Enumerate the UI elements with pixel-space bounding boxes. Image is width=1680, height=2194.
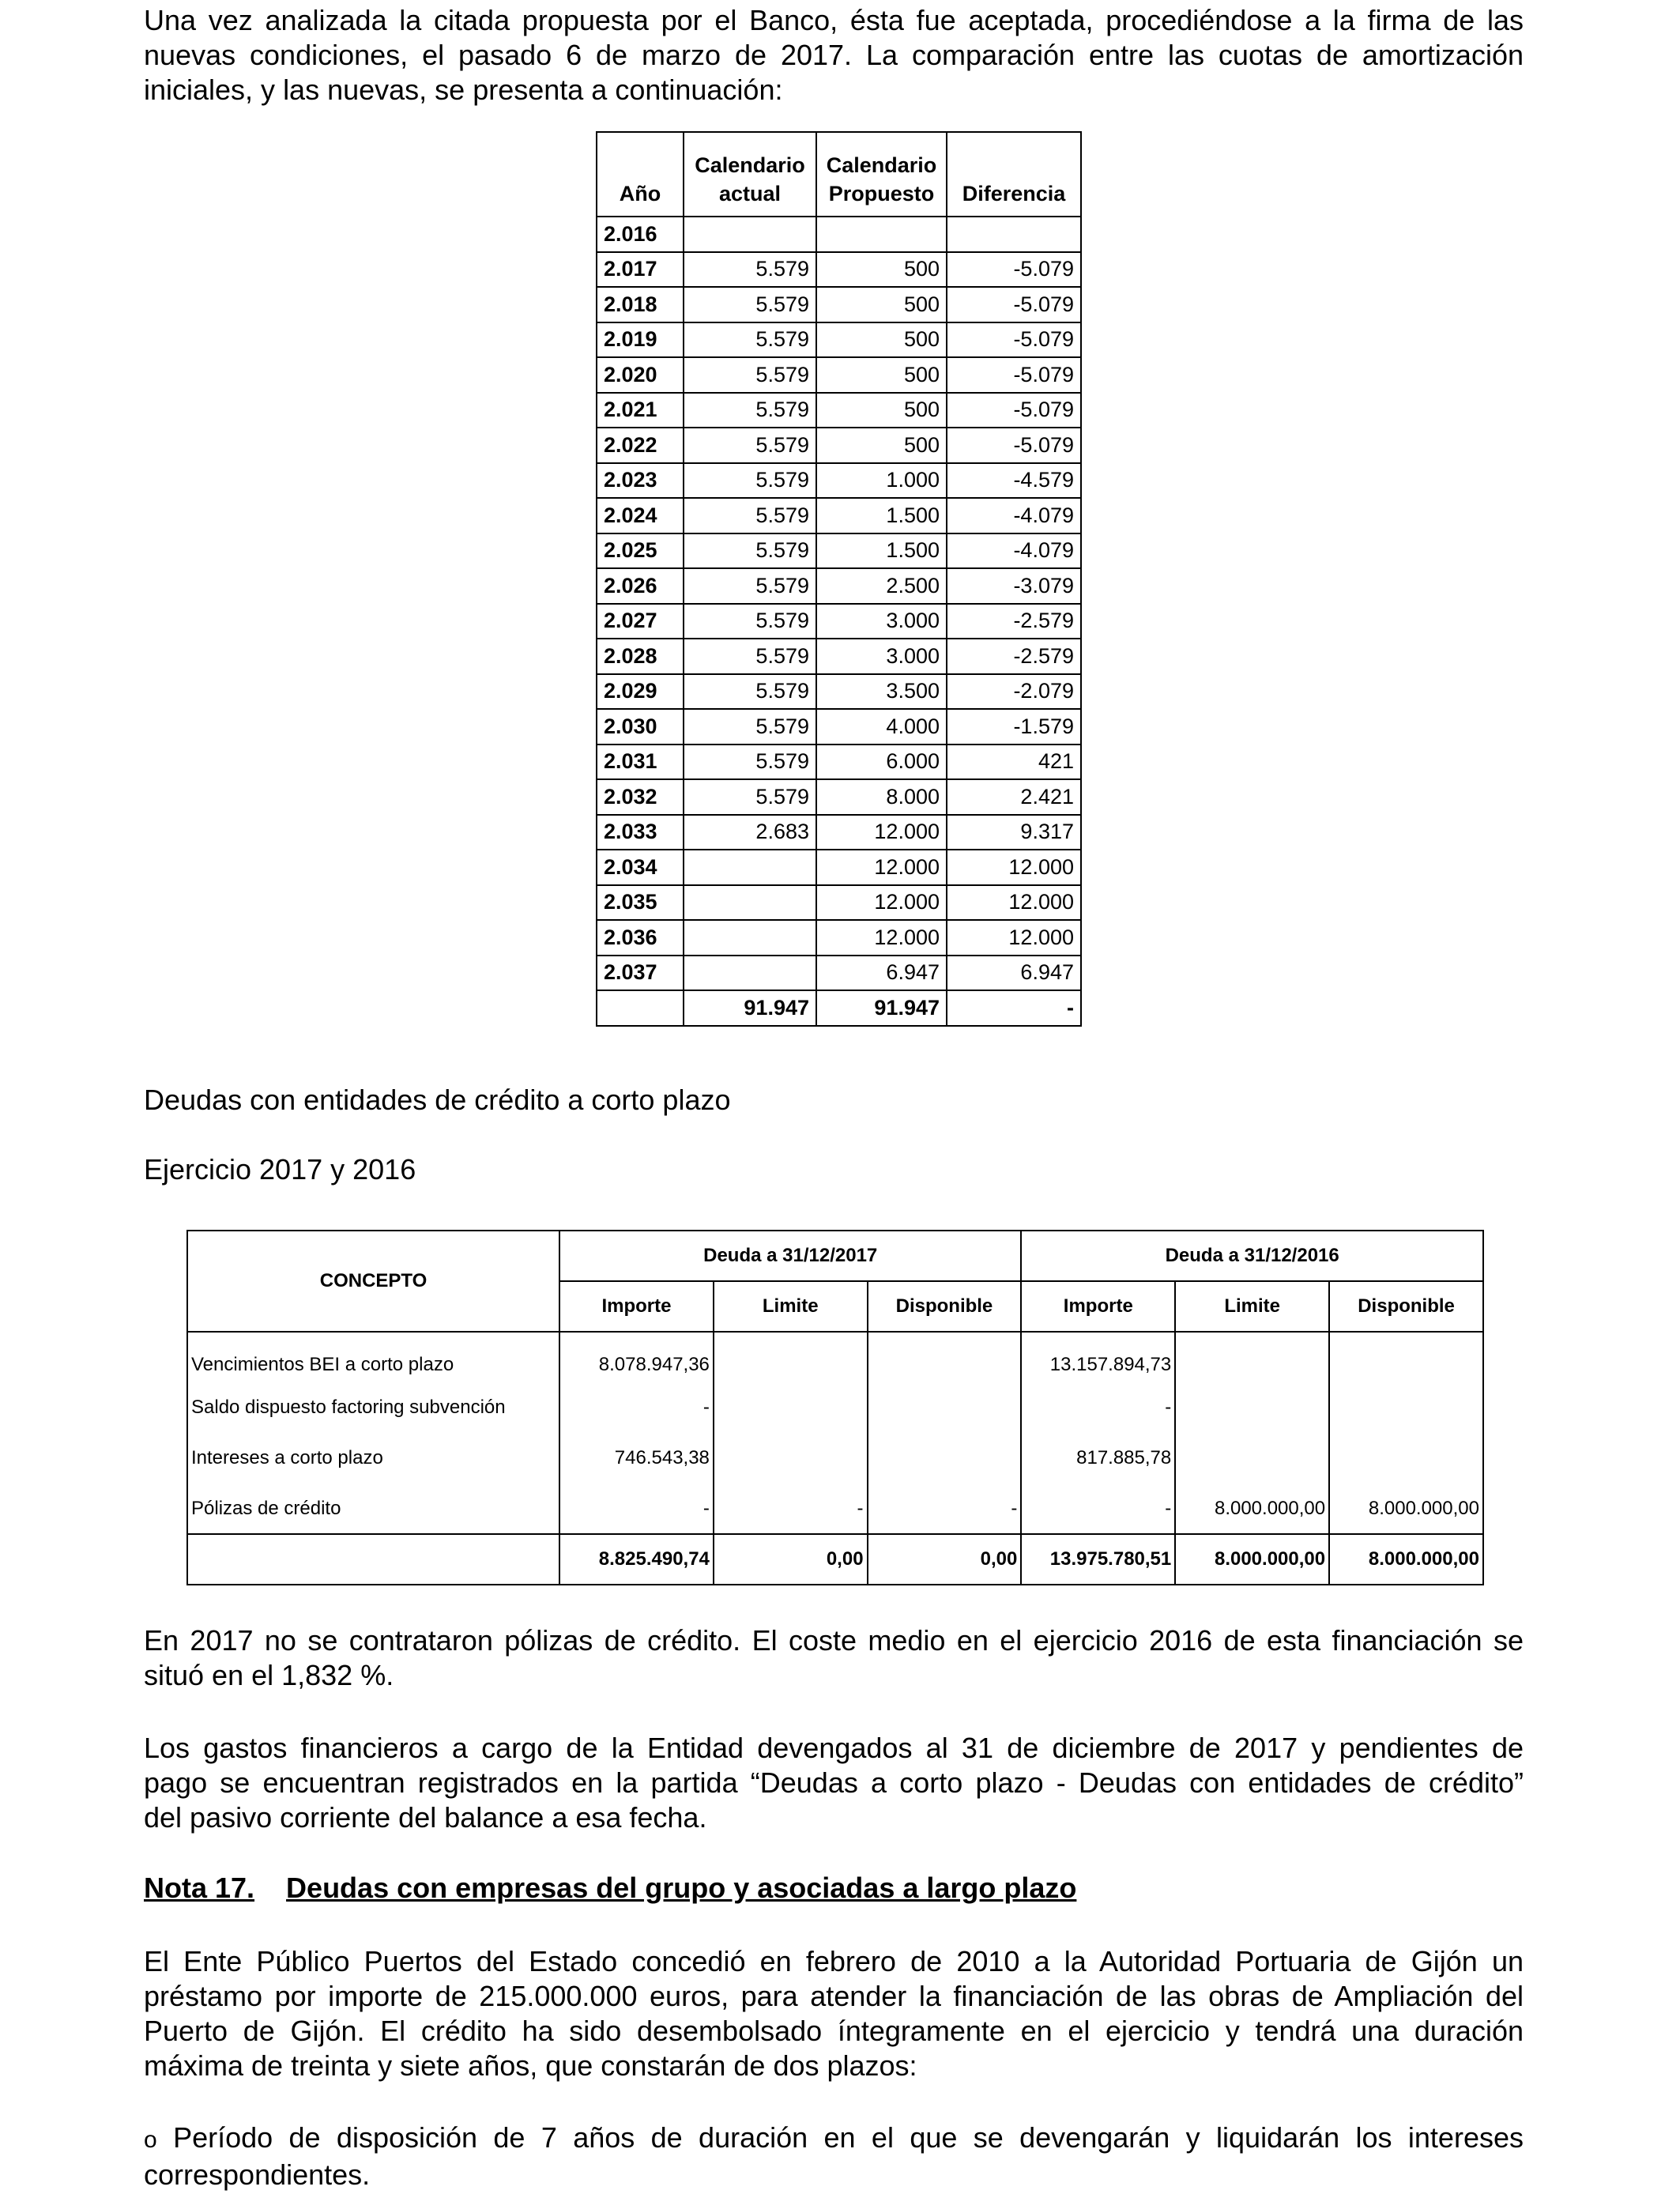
- difference-cell: 6.947: [947, 956, 1081, 991]
- difference-cell: -5.079: [947, 357, 1081, 393]
- year-cell: 2.030: [597, 709, 684, 745]
- difference-cell: 12.000: [947, 850, 1081, 885]
- difference-cell: 9.317: [947, 815, 1081, 850]
- value-cell: 817.885,78: [1021, 1433, 1175, 1483]
- intro-paragraph: [144, 3, 1524, 107]
- table-row: [597, 920, 1081, 956]
- col-header-current: Calendario actual: [684, 132, 816, 217]
- difference-cell: -2.579: [947, 639, 1081, 674]
- current-cell: 5.579: [684, 252, 816, 288]
- table-row: [597, 428, 1081, 463]
- year-cell: 2.032: [597, 779, 684, 815]
- current-cell: 5.579: [684, 463, 816, 499]
- value-cell: 8.078.947,36: [559, 1332, 714, 1382]
- value-cell: [1175, 1332, 1329, 1382]
- difference-cell: 2.421: [947, 779, 1081, 815]
- table-row: [187, 1332, 1483, 1382]
- year-cell: 2.025: [597, 533, 684, 569]
- table-row: [597, 885, 1081, 921]
- table-row: [597, 745, 1081, 780]
- table-row: [597, 463, 1081, 499]
- table-row: [597, 674, 1081, 710]
- table-row: [597, 287, 1081, 322]
- table-row: [597, 322, 1081, 358]
- difference-cell: -4.079: [947, 533, 1081, 569]
- total-difference-cell: -: [947, 990, 1081, 1026]
- col-group-2017: Deuda a 31/12/2017: [559, 1231, 1021, 1281]
- total-value-cell: 0,00: [868, 1534, 1022, 1585]
- loan-line-4: máxima de treinta y siete años, que constarán de dos plazos:: [144, 2049, 917, 2082]
- loan-line-1: El Ente Público Puertos del Estado concedió en febrero de 2010 a la Autoridad Portuaria de Gijón un: [144, 1945, 1524, 1977]
- table-row: [187, 1433, 1483, 1483]
- year-cell: 2.035: [597, 885, 684, 921]
- current-cell: [684, 920, 816, 956]
- table-row: [597, 709, 1081, 745]
- year-cell: 2.027: [597, 604, 684, 639]
- current-cell: 5.579: [684, 568, 816, 604]
- difference-cell: 12.000: [947, 920, 1081, 956]
- table-row: [597, 393, 1081, 428]
- current-cell: 5.579: [684, 709, 816, 745]
- note17-heading: [144, 1871, 1076, 1906]
- value-cell: -: [559, 1382, 714, 1433]
- difference-cell: -4.579: [947, 463, 1081, 499]
- proposed-cell: 12.000: [816, 885, 947, 921]
- table-row: [597, 498, 1081, 533]
- proposed-cell: 500: [816, 357, 947, 393]
- proposed-cell: 500: [816, 252, 947, 288]
- amortization-table-body: [597, 217, 1081, 1026]
- section-short-term-title: Deudas con entidades de crédito a corto plazo: [144, 1084, 731, 1116]
- value-cell: 8.000.000,00: [1329, 1483, 1483, 1534]
- table-row: [597, 956, 1081, 991]
- col-group-2016: Deuda a 31/12/2016: [1021, 1231, 1483, 1281]
- current-cell: 5.579: [684, 639, 816, 674]
- value-cell: [1329, 1433, 1483, 1483]
- proposed-cell: 500: [816, 287, 947, 322]
- difference-cell: 12.000: [947, 885, 1081, 921]
- current-cell: [684, 850, 816, 885]
- concept-cell: Pólizas de crédito: [187, 1483, 559, 1534]
- value-cell: [714, 1332, 868, 1382]
- year-cell: 2.020: [597, 357, 684, 393]
- proposed-cell: 1.000: [816, 463, 947, 499]
- note17-number: Nota 17.: [144, 1872, 255, 1904]
- value-cell: -: [1021, 1483, 1175, 1534]
- table-row: [597, 815, 1081, 850]
- col-header-year: Año: [597, 132, 684, 217]
- year-cell: 2.018: [597, 287, 684, 322]
- year-cell: 2.033: [597, 815, 684, 850]
- current-cell: [684, 885, 816, 921]
- difference-cell: 421: [947, 745, 1081, 780]
- table-row: [597, 779, 1081, 815]
- proposed-cell: 6.000: [816, 745, 947, 780]
- value-cell: 8.000.000,00: [1175, 1483, 1329, 1534]
- current-cell: 5.579: [684, 533, 816, 569]
- value-cell: -: [714, 1483, 868, 1534]
- year-cell: 2.034: [597, 850, 684, 885]
- difference-cell: -5.079: [947, 393, 1081, 428]
- current-cell: [684, 956, 816, 991]
- amortization-table: [596, 131, 1082, 1027]
- proposed-cell: 3.000: [816, 639, 947, 674]
- year-cell: 2.022: [597, 428, 684, 463]
- intro-line-3: iniciales, y las nuevas, se presenta a continuación:: [144, 74, 783, 106]
- col-header-concept: CONCEPTO: [187, 1231, 559, 1332]
- value-cell: [868, 1382, 1022, 1433]
- year-cell: 2.016: [597, 217, 684, 252]
- difference-cell: -2.079: [947, 674, 1081, 710]
- current-cell: 5.579: [684, 393, 816, 428]
- bullet-line-1: [144, 2120, 1524, 2158]
- difference-cell: -5.079: [947, 428, 1081, 463]
- policies-line-2: situó en el 1,832 %.: [144, 1659, 394, 1691]
- current-cell: 5.579: [684, 498, 816, 533]
- proposed-cell: 8.000: [816, 779, 947, 815]
- loan-line-2: préstamo por importe de 215.000.000 euros, para atender la financiación de las obras de Ampliación del: [144, 1980, 1524, 2012]
- difference-cell: -5.079: [947, 287, 1081, 322]
- bullet-marker: o: [144, 2127, 157, 2153]
- bullet-line-2: correspondientes.: [144, 2158, 371, 2191]
- table-row: [597, 568, 1081, 604]
- expenses-paragraph: [144, 1731, 1524, 1835]
- value-cell: -: [1021, 1382, 1175, 1433]
- year-cell: 2.019: [597, 322, 684, 358]
- year-cell: 2.029: [597, 674, 684, 710]
- total-current-cell: 91.947: [684, 990, 816, 1026]
- value-cell: -: [559, 1483, 714, 1534]
- current-cell: [684, 217, 816, 252]
- value-cell: [1329, 1382, 1483, 1433]
- proposed-cell: 12.000: [816, 815, 947, 850]
- loan-paragraph: [144, 1944, 1524, 2083]
- year-cell: 2.028: [597, 639, 684, 674]
- table-row: [597, 604, 1081, 639]
- current-cell: 5.579: [684, 322, 816, 358]
- value-cell: 746.543,38: [559, 1433, 714, 1483]
- value-cell: [1175, 1382, 1329, 1433]
- current-cell: 5.579: [684, 287, 816, 322]
- value-cell: [714, 1433, 868, 1483]
- total-label-cell: [187, 1534, 559, 1585]
- value-cell: [714, 1382, 868, 1433]
- proposed-cell: 1.500: [816, 533, 947, 569]
- current-cell: 5.579: [684, 357, 816, 393]
- table-total-row: [187, 1534, 1483, 1585]
- proposed-cell: 3.000: [816, 604, 947, 639]
- table-row: [597, 639, 1081, 674]
- current-cell: 5.579: [684, 779, 816, 815]
- intro-line-1: Una vez analizada la citada propuesta por el Banco, ésta fue aceptada, procediéndose a la firma de las: [144, 4, 1524, 36]
- expenses-line-2: pago se encuentran registrados en la partida “Deudas a corto plazo - Deudas con entidades de crédito”: [144, 1766, 1524, 1799]
- difference-cell: -4.079: [947, 498, 1081, 533]
- value-cell: 13.157.894,73: [1021, 1332, 1175, 1382]
- table-row: [597, 217, 1081, 252]
- debt-table-body: [187, 1332, 1483, 1585]
- value-cell: [868, 1433, 1022, 1483]
- policies-line-1: En 2017 no se contrataron pólizas de crédito. El coste medio en el ejercicio 2016 de esta financiación se: [144, 1624, 1524, 1657]
- expenses-line-3: del pasivo corriente del balance a esa fecha.: [144, 1801, 707, 1834]
- proposed-cell: 6.947: [816, 956, 947, 991]
- total-value-cell: 8.825.490,74: [559, 1534, 714, 1585]
- year-cell: 2.023: [597, 463, 684, 499]
- difference-cell: -5.079: [947, 252, 1081, 288]
- col-header-proposed: Calendario Propuesto: [816, 132, 947, 217]
- total-value-cell: 8.000.000,00: [1329, 1534, 1483, 1585]
- current-cell: 5.579: [684, 604, 816, 639]
- total-value-cell: 13.975.780,51: [1021, 1534, 1175, 1585]
- proposed-cell: 500: [816, 393, 947, 428]
- expenses-line-1: Los gastos financieros a cargo de la Entidad devengados al 31 de diciembre de 2017 y pendientes de: [144, 1732, 1524, 1764]
- proposed-cell: 12.000: [816, 850, 947, 885]
- value-cell: [868, 1332, 1022, 1382]
- total-value-cell: 0,00: [714, 1534, 868, 1585]
- value-cell: [1175, 1433, 1329, 1483]
- bullet-text-1: Período de disposición de 7 años de duración en el que se devengarán y liquidarán los intereses: [173, 2121, 1524, 2154]
- table-row: [187, 1483, 1483, 1534]
- value-cell: [1329, 1332, 1483, 1382]
- concept-cell: Vencimientos BEI a corto plazo: [187, 1332, 559, 1382]
- bullet-item: [144, 2120, 1524, 2192]
- proposed-cell: 4.000: [816, 709, 947, 745]
- proposed-cell: [816, 217, 947, 252]
- proposed-cell: 500: [816, 322, 947, 358]
- current-cell: 2.683: [684, 815, 816, 850]
- year-cell: 2.024: [597, 498, 684, 533]
- total-proposed-cell: 91.947: [816, 990, 947, 1026]
- debt-table: [186, 1230, 1484, 1585]
- loan-line-3: Puerto de Gijón. El crédito ha sido desembolsado íntegramente en el ejercicio y tendrá una duración: [144, 2015, 1524, 2047]
- table-total-row: [597, 990, 1081, 1026]
- year-cell: 2.031: [597, 745, 684, 780]
- difference-cell: -3.079: [947, 568, 1081, 604]
- col-header-importe-2017: Importe: [559, 1281, 714, 1332]
- table-row: [597, 252, 1081, 288]
- difference-cell: -2.579: [947, 604, 1081, 639]
- total-value-cell: 8.000.000,00: [1175, 1534, 1329, 1585]
- difference-cell: [947, 217, 1081, 252]
- col-header-importe-2016: Importe: [1021, 1281, 1175, 1332]
- current-cell: 5.579: [684, 674, 816, 710]
- difference-cell: -5.079: [947, 322, 1081, 358]
- concept-cell: Saldo dispuesto factoring subvención: [187, 1382, 559, 1433]
- total-label-cell: [597, 990, 684, 1026]
- proposed-cell: 12.000: [816, 920, 947, 956]
- year-cell: 2.026: [597, 568, 684, 604]
- table-row: [597, 850, 1081, 885]
- col-header-limite-2016: Limite: [1175, 1281, 1329, 1332]
- note17-title: Deudas con empresas del grupo y asociadas a largo plazo: [286, 1872, 1077, 1904]
- intro-line-2: nuevas condiciones, el pasado 6 de marzo de 2017. La comparación entre las cuotas de amortización: [144, 39, 1524, 71]
- col-header-difference: Diferencia: [947, 132, 1081, 217]
- concept-cell: Intereses a corto plazo: [187, 1433, 559, 1483]
- exercise-label: Ejercicio 2017 y 2016: [144, 1153, 416, 1186]
- year-cell: 2.036: [597, 920, 684, 956]
- year-cell: 2.017: [597, 252, 684, 288]
- proposed-cell: 2.500: [816, 568, 947, 604]
- difference-cell: -1.579: [947, 709, 1081, 745]
- col-header-disponible-2017: Disponible: [868, 1281, 1022, 1332]
- proposed-cell: 3.500: [816, 674, 947, 710]
- table-row: [597, 357, 1081, 393]
- current-cell: 5.579: [684, 745, 816, 780]
- year-cell: 2.021: [597, 393, 684, 428]
- table-row: [187, 1382, 1483, 1433]
- value-cell: -: [868, 1483, 1022, 1534]
- year-cell: 2.037: [597, 956, 684, 991]
- current-cell: 5.579: [684, 428, 816, 463]
- policies-paragraph: [144, 1623, 1524, 1693]
- proposed-cell: 500: [816, 428, 947, 463]
- col-header-disponible-2016: Disponible: [1329, 1281, 1483, 1332]
- table-row: [597, 533, 1081, 569]
- proposed-cell: 1.500: [816, 498, 947, 533]
- col-header-limite-2017: Limite: [714, 1281, 868, 1332]
